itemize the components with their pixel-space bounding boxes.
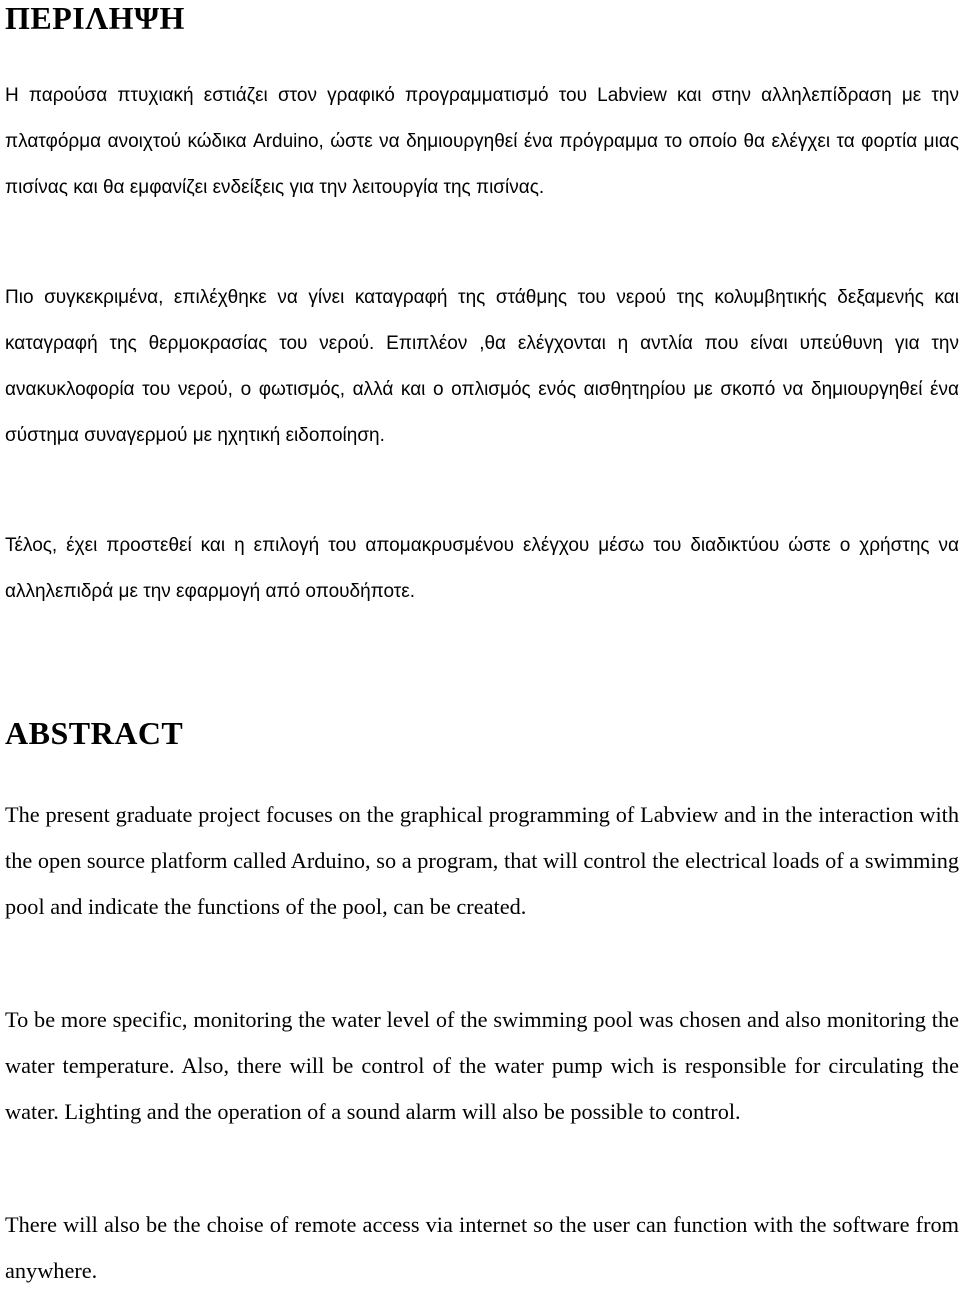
abstract-paragraph-3: There will also be the choise of remote access via internet so the user can function with the software from anywhere. bbox=[5, 1212, 959, 1283]
greek-summary-title: ΠΕΡΙΛΗΨΗ bbox=[5, 0, 185, 36]
abstract-paragraph-1: The present graduate project focuses on the graphical programming of Labview and in the interaction with the open source platform called Arduino, so a program, that will control the electrical loads of a swimming pool and indicate the functions of the pool, can be created. bbox=[5, 802, 959, 919]
abstract-paragraph-2: To be more specific, monitoring the water level of the swimming pool was chosen and also monitoring the water temperature. Also, there will be control of the water pump wich is responsible for circulating the water. Lighting and the operation of a sound alarm will also be possible to control. bbox=[5, 1007, 959, 1124]
greek-paragraph-3: Τέλος, έχει προστεθεί και η επιλογή του απομακρυσμένου ελέγχου μέσω του διαδικτύου ώστε ο χρήστης να αλληλεπιδρά με την εφαρμογή από οπουδήποτε. bbox=[5, 535, 959, 602]
greek-paragraph-2: Πιο συγκεκριμένα, επιλέχθηκε να γίνει καταγραφή της στάθμης του νερού της κολυμβητικής δεξαμενής και καταγραφή της θερμοκρασίας του νερού. Επιπλέον ,θα ελέγχονται η αντλία που είναι υπεύθυνη για την ανακυκλοφορία του νερού, ο φωτισμός, αλλά και ο οπλισμός ενός αισθητηρίου με σκοπό να δημιουργηθεί ένα σύστημα συναγερμού με ηχητική ειδοποίηση. bbox=[5, 287, 959, 446]
abstract-title: ABSTRACT bbox=[5, 715, 184, 751]
greek-paragraph-1: Η παρούσα πτυχιακή εστιάζει στον γραφικό προγραμματισμό του Labview και στην αλληλεπίδραση με την πλατφόρμα ανοιχτού κώδικα Arduino, ώστε να δημιουργηθεί ένα πρόγραμμα το οποίο θα ελέγχει τα φορτία μιας πισίνας και θα εμφανίζει ενδείξεις για την λειτουργία της πισίνας. bbox=[5, 85, 959, 198]
